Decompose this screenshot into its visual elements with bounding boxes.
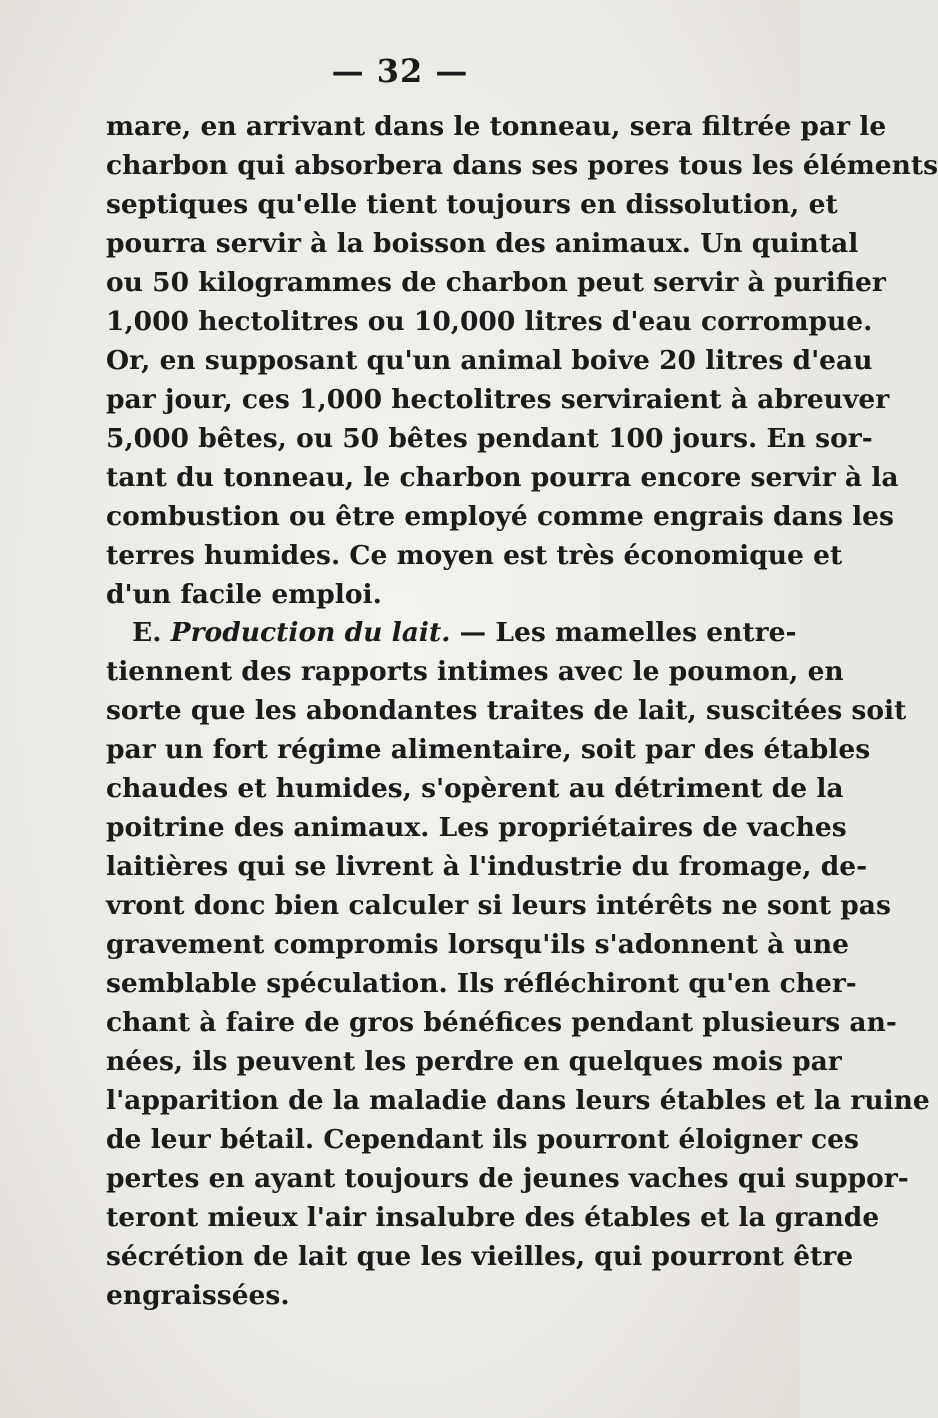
text-line-20: vront donc bien calculer si leurs intérêts ne sont pas [106, 890, 891, 921]
text-line-7: Or, en supposant qu'un animal boive 20 litres d'eau [106, 345, 873, 376]
text-line-9: 5,000 bêtes, ou 50 bêtes pendant 100 jours. En sor- [106, 423, 873, 454]
text-line-2: charbon qui absorbera dans ses pores tous les éléments [106, 150, 938, 181]
text-line-29: sécrétion de lait que les vieilles, qui pourront être [106, 1241, 854, 1272]
text-line-10: tant du tonneau, le charbon pourra encore servir à la [106, 462, 899, 493]
text-line-14: tiennent des rapports intimes avec le poumon, en [106, 656, 844, 687]
text-line-27: pertes en ayant toujours de jeunes vaches qui suppor- [106, 1163, 909, 1194]
text-line-26: de leur bétail. Cependant ils pourront éloigner ces [106, 1124, 859, 1155]
text-line-25: l'apparition de la maladie dans leurs étables et la ruine [106, 1085, 930, 1116]
text-line-28: teront mieux l'air insalubre des étables et la grande [106, 1202, 880, 1233]
text-line-12: terres humides. Ce moyen est très économique et [106, 540, 843, 571]
page-number: — 32 — [331, 52, 469, 90]
text-line-8: par jour, ces 1,000 hectolitres serviraient à abreuver [106, 384, 890, 415]
text-line-18: poitrine des animaux. Les propriétaires de vaches [106, 812, 847, 843]
text-line-22: semblable spéculation. Ils réfléchiront qu'en cher- [106, 968, 857, 999]
text-line-1: mare, en arrivant dans le tonneau, sera filtrée par le [106, 111, 887, 142]
text-line-21: gravement compromis lorsqu'ils s'adonnent à une [106, 929, 849, 960]
text-line-17: chaudes et humides, s'opèrent au détriment de la [106, 773, 844, 804]
text-line-4: pourra servir à la boisson des animaux. Un quintal [106, 228, 859, 259]
text-line-19: laitières qui se livrent à l'industrie du fromage, de- [106, 851, 868, 882]
text-line-11: combustion ou être employé comme engrais dans les [106, 501, 894, 532]
text-line-3: septiques qu'elle tient toujours en dissolution, et [106, 189, 838, 220]
text-line-6: 1,000 hectolitres ou 10,000 litres d'eau corrompue. [106, 306, 873, 337]
section-title: Production du lait. [170, 617, 451, 648]
section-heading [132, 616, 797, 650]
section-label: E. [132, 617, 162, 648]
text-line-23: chant à faire de gros bénéfices pendant plusieurs an- [106, 1007, 897, 1038]
text-line-30: engraissées. [106, 1280, 290, 1311]
text-line-16: par un fort régime alimentaire, soit par des étables [106, 734, 871, 765]
text-line-13: d'un facile emploi. [106, 579, 382, 610]
text-line-24: nées, ils peuvent les perdre en quelques mois par [106, 1046, 842, 1077]
section-heading-rest: — Les mamelles entre- [459, 617, 797, 648]
text-line-15: sorte que les abondantes traites de lait, suscitées soit [106, 695, 907, 726]
text-line-5: ou 50 kilogrammes de charbon peut servir à purifier [106, 267, 886, 298]
